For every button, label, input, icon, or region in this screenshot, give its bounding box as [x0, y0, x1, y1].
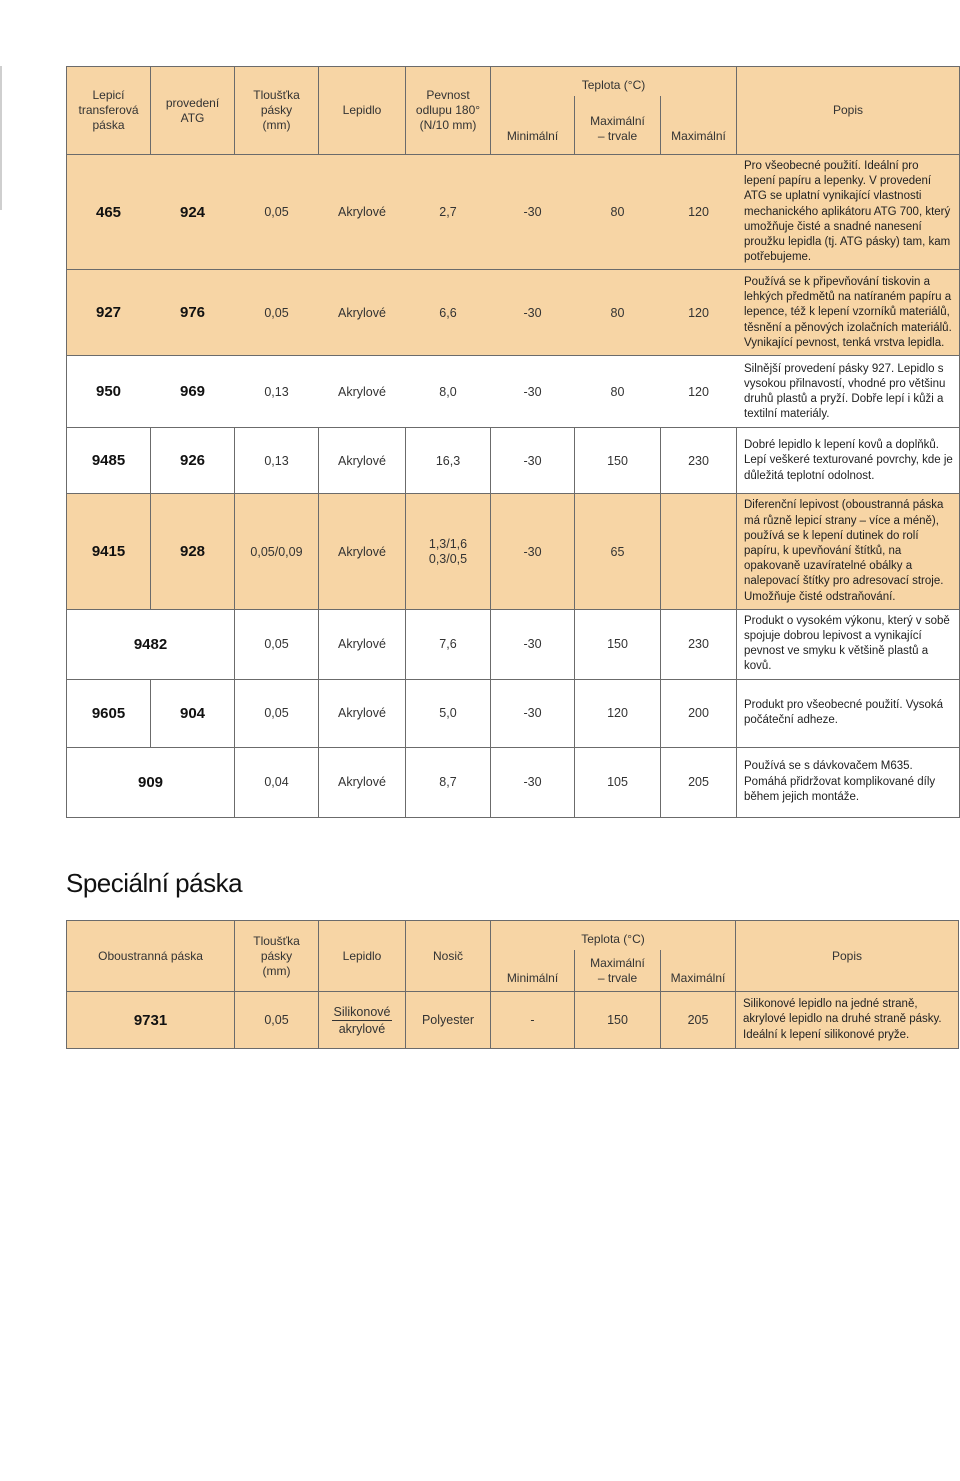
transfer-code: 927	[67, 270, 151, 356]
adhesive-value: Akrylové	[319, 356, 406, 428]
table-row	[67, 356, 960, 428]
adhesive-value: Akrylové	[319, 747, 406, 817]
description-text: Používá se s dávkovačem M635. Pomáhá přidržovat komplikované díly během jejich montáže.	[737, 747, 960, 817]
temp-min-value: -30	[491, 679, 575, 747]
header-temp-max-continuous: Maximální – trvale	[575, 950, 661, 992]
atg-code: 924	[151, 155, 235, 270]
temp-min-value: -30	[491, 155, 575, 270]
peel-value: 8,7	[406, 747, 491, 817]
transfer-code: 465	[67, 155, 151, 270]
thickness-value: 0,13	[235, 428, 319, 494]
header-atg: provedení ATG	[151, 67, 235, 155]
temp-min-value: -30	[491, 270, 575, 356]
peel-value: 6,6	[406, 270, 491, 356]
temp-max-continuous-value: 80	[575, 155, 661, 270]
thickness-value: 0,05	[235, 992, 319, 1049]
adhesive-value: Akrylové	[319, 494, 406, 609]
atg-code: 904	[151, 679, 235, 747]
description-text: Produkt o vysokém výkonu, který v sobě spojuje dobrou lepivost a vynikající pevnost ve smyku k většině plastů a kovů.	[737, 609, 960, 679]
description-text: Diferenční lepivost (oboustranná páska má různě lepicí strany – více a méně), používá se k lepení dutinek do rolí papíru, k upevňování štítků, na opakovaně uzavíratelné obálky a nalepovací štítky pro adresovací stroje. Umožňuje čisté odstraňování.	[737, 494, 960, 609]
thickness-value: 0,05	[235, 609, 319, 679]
header-peel-strength: Pevnost odlupu 180° (N/10 mm)	[406, 67, 491, 155]
header-temp-max: Maximální	[661, 96, 737, 155]
adhesive-value: Akrylové	[319, 609, 406, 679]
temp-min-value: -30	[491, 494, 575, 609]
temp-min-value: -30	[491, 609, 575, 679]
transfer-code: 9605	[67, 679, 151, 747]
header-adhesive: Lepidlo	[319, 921, 406, 992]
temp-min-value: -	[491, 992, 575, 1049]
header-thickness: Tloušťka pásky (mm)	[235, 67, 319, 155]
atg-code: 926	[151, 428, 235, 494]
header-temp-max: Maximální	[661, 950, 736, 992]
tape-code: 9482	[67, 609, 235, 679]
thickness-value: 0,05	[235, 270, 319, 356]
table-row	[67, 270, 960, 356]
table-row	[67, 679, 960, 747]
table-row	[67, 155, 960, 270]
peel-value: 7,6	[406, 609, 491, 679]
adhesive-value: Akrylové	[319, 270, 406, 356]
table-row	[67, 609, 960, 679]
temp-max-continuous-value: 150	[575, 428, 661, 494]
temp-max-value: 230	[661, 428, 737, 494]
thickness-value: 0,13	[235, 356, 319, 428]
carrier-value: Polyester	[406, 992, 491, 1049]
adhesive-value: Akrylové	[319, 679, 406, 747]
tape-code: 9731	[67, 992, 235, 1049]
temp-max-value: 200	[661, 679, 737, 747]
description-text: Silikonové lepidlo na jedné straně, akrylové lepidlo na druhé straně pásky. Ideální k lepení silikonové pryže.	[736, 992, 959, 1049]
header-thickness: Tloušťka pásky (mm)	[235, 921, 319, 992]
description-text: Pro všeobecné použití. Ideální pro lepení papíru a lepenky. V provedení ATG se uplatní vynikající vlastnosti mechanického aplikátoru ATG 700, který umožňuje čisté a snadné nanesení proužku lepidla (tj. ATG pásky) tam, kam potřebujeme.	[737, 155, 960, 270]
atg-code: 969	[151, 356, 235, 428]
adhesive-value: Akrylové	[319, 155, 406, 270]
transfer-code: 950	[67, 356, 151, 428]
table-row	[67, 992, 959, 1049]
thickness-value: 0,05	[235, 155, 319, 270]
description-text: Produkt pro všeobecné použití. Vysoká počáteční adheze.	[737, 679, 960, 747]
temp-max-continuous-value: 80	[575, 356, 661, 428]
peel-value: 1,3/1,6 0,3/0,5	[406, 494, 491, 609]
peel-value: 16,3	[406, 428, 491, 494]
temp-max-value: 120	[661, 356, 737, 428]
temp-max-continuous-value: 120	[575, 679, 661, 747]
thickness-value: 0,04	[235, 747, 319, 817]
header-transfer-tape: Lepicí transferová páska	[67, 67, 151, 155]
thickness-value: 0,05/0,09	[235, 494, 319, 609]
table-row	[67, 428, 960, 494]
section-title-special-tape: Speciální páska	[66, 868, 243, 898]
temp-min-value: -30	[491, 428, 575, 494]
peel-value: 5,0	[406, 679, 491, 747]
description-text: Používá se k připevňování tiskovin a lehkých předmětů na natíraném papíru a lepence, též k lepení vzorníků materiálů, těsnění a pěnových izolačních materiálů. Vynikající pevnost, tenká vrstva lepidla.	[737, 270, 960, 356]
header-temperature: Teplota (°C)	[491, 921, 736, 950]
special-tape-table	[66, 920, 959, 1049]
peel-value: 8,0	[406, 356, 491, 428]
temp-max-value: 120	[661, 270, 737, 356]
adhesive-bottom: akrylové	[338, 1021, 386, 1036]
table-row	[67, 494, 960, 609]
transfer-code: 9415	[67, 494, 151, 609]
header-carrier: Nosič	[406, 921, 491, 992]
peel-value: 2,7	[406, 155, 491, 270]
adhesive-value: Akrylové	[319, 428, 406, 494]
temp-max-continuous-value: 65	[575, 494, 661, 609]
transfer-tape-table	[66, 66, 960, 818]
header-description: Popis	[737, 67, 960, 155]
thickness-value: 0,05	[235, 679, 319, 747]
temp-max-continuous-value: 105	[575, 747, 661, 817]
header-temp-max-continuous: Maximální – trvale	[575, 96, 661, 155]
atg-code: 928	[151, 494, 235, 609]
header-temp-min: Minimální	[491, 96, 575, 155]
temp-max-value	[661, 494, 737, 609]
temp-max-value: 205	[661, 747, 737, 817]
temp-min-value: -30	[491, 747, 575, 817]
transfer-code: 9485	[67, 428, 151, 494]
temp-max-value: 120	[661, 155, 737, 270]
header-description: Popis	[736, 921, 959, 992]
atg-code: 976	[151, 270, 235, 356]
temp-max-continuous-value: 150	[575, 609, 661, 679]
temp-max-value: 230	[661, 609, 737, 679]
temp-max-continuous-value: 150	[575, 992, 661, 1049]
description-text: Dobré lepidlo k lepení kovů a doplňků. Lepí veškeré texturované povrchy, kde je důležitá teplotní odolnost.	[737, 428, 960, 494]
temp-max-value: 205	[661, 992, 736, 1049]
temp-min-value: -30	[491, 356, 575, 428]
header-temp-min: Minimální	[491, 950, 575, 992]
tape-code: 909	[67, 747, 235, 817]
left-edge-rule	[0, 66, 2, 210]
temp-max-continuous-value: 80	[575, 270, 661, 356]
adhesive-top: Silikonové	[333, 1004, 391, 1019]
header-temperature: Teplota (°C)	[491, 67, 737, 96]
header-double-sided-tape: Oboustranná páska	[67, 921, 235, 992]
table-row	[67, 747, 960, 817]
description-text: Silnější provedení pásky 927. Lepidlo s vysokou přilnavostí, vhodné pro většinu druhů plastů a pryží. Dobře lepí i kůži a textilní materiály.	[737, 356, 960, 428]
adhesive-value	[319, 992, 406, 1049]
header-adhesive: Lepidlo	[319, 67, 406, 155]
